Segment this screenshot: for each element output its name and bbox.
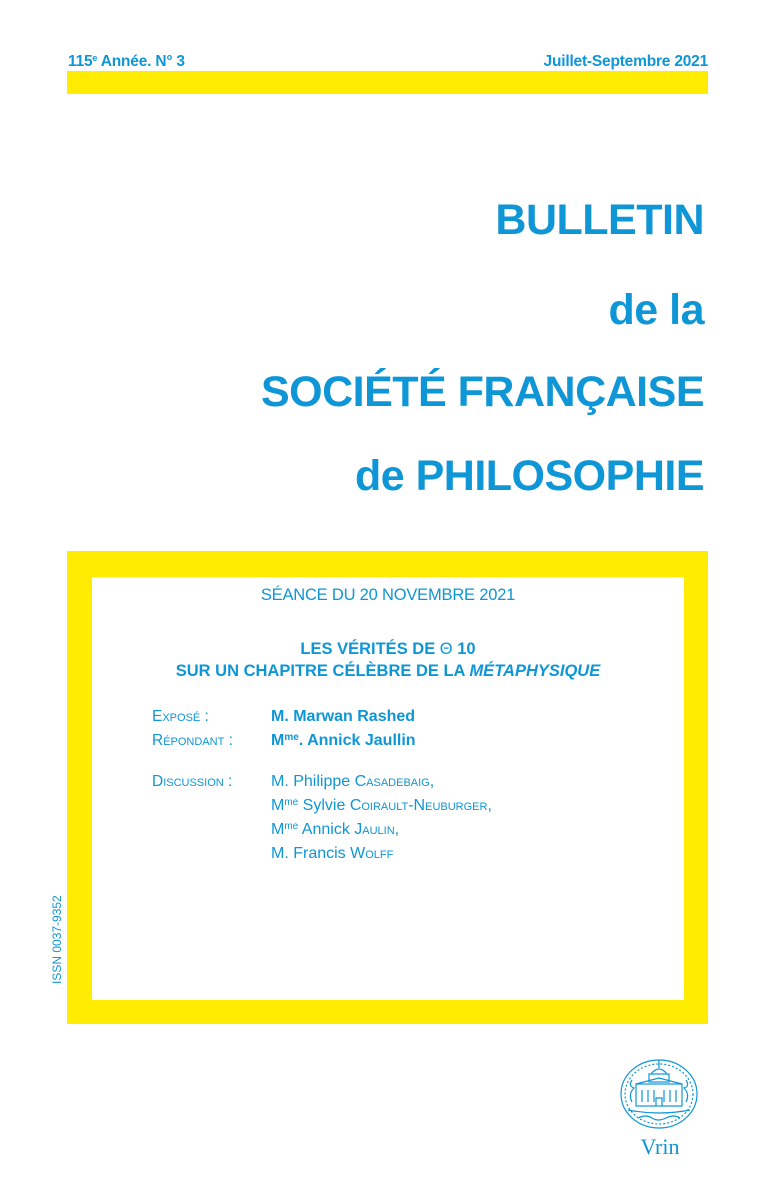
- expose-value: M. Marwan Rashed: [271, 708, 416, 725]
- publisher-name: Vrin: [640, 1134, 680, 1159]
- issue-period: Juillet-Septembre 2021: [543, 53, 708, 70]
- session-panel: [92, 577, 684, 1000]
- title-line-3: SOCIÉTÉ FRANÇAISE: [260, 368, 704, 416]
- expose-label: Exposé :: [152, 708, 209, 725]
- discussant-1: M. Philippe Casadebaig,: [271, 773, 435, 790]
- session-date: SÉANCE DU 20 NOVEMBRE 2021: [260, 586, 516, 604]
- repondant-label: Répondant :: [152, 732, 233, 749]
- discussion-label: Discussion :: [152, 773, 233, 790]
- repondant-value: $M^{me}$. Annick Jaullin: [271, 732, 416, 749]
- topic-line-1: LES VÉRITÉS DE Θ 10: [300, 640, 476, 658]
- top-yellow-band: [67, 71, 708, 94]
- title-line-4: de PHILOSOPHIE: [354, 452, 704, 500]
- discussant-4: M. Francis Wolff: [271, 845, 394, 862]
- title-line-1: BULLETIN: [495, 196, 704, 244]
- session-topic: [92, 638, 684, 682]
- theta-symbol: Θ: [439, 640, 453, 658]
- discussant-3: $M^{me}$ Annick Jaulin,: [271, 821, 400, 838]
- discussant-2: $M^{me}$ Sylvie Coirault-Neuburger,: [271, 797, 492, 814]
- topic-line-2: SUR UN CHAPITRE CÉLÈBRE DE LA MÉTAPHYSIQUE: [175, 662, 601, 680]
- title-line-2: de la: [608, 286, 704, 334]
- issn-number: ISSN 0037-9352: [50, 895, 64, 984]
- publisher-logo-icon: [618, 1050, 700, 1132]
- issue-number: 115e Année. N° 3: [68, 53, 185, 70]
